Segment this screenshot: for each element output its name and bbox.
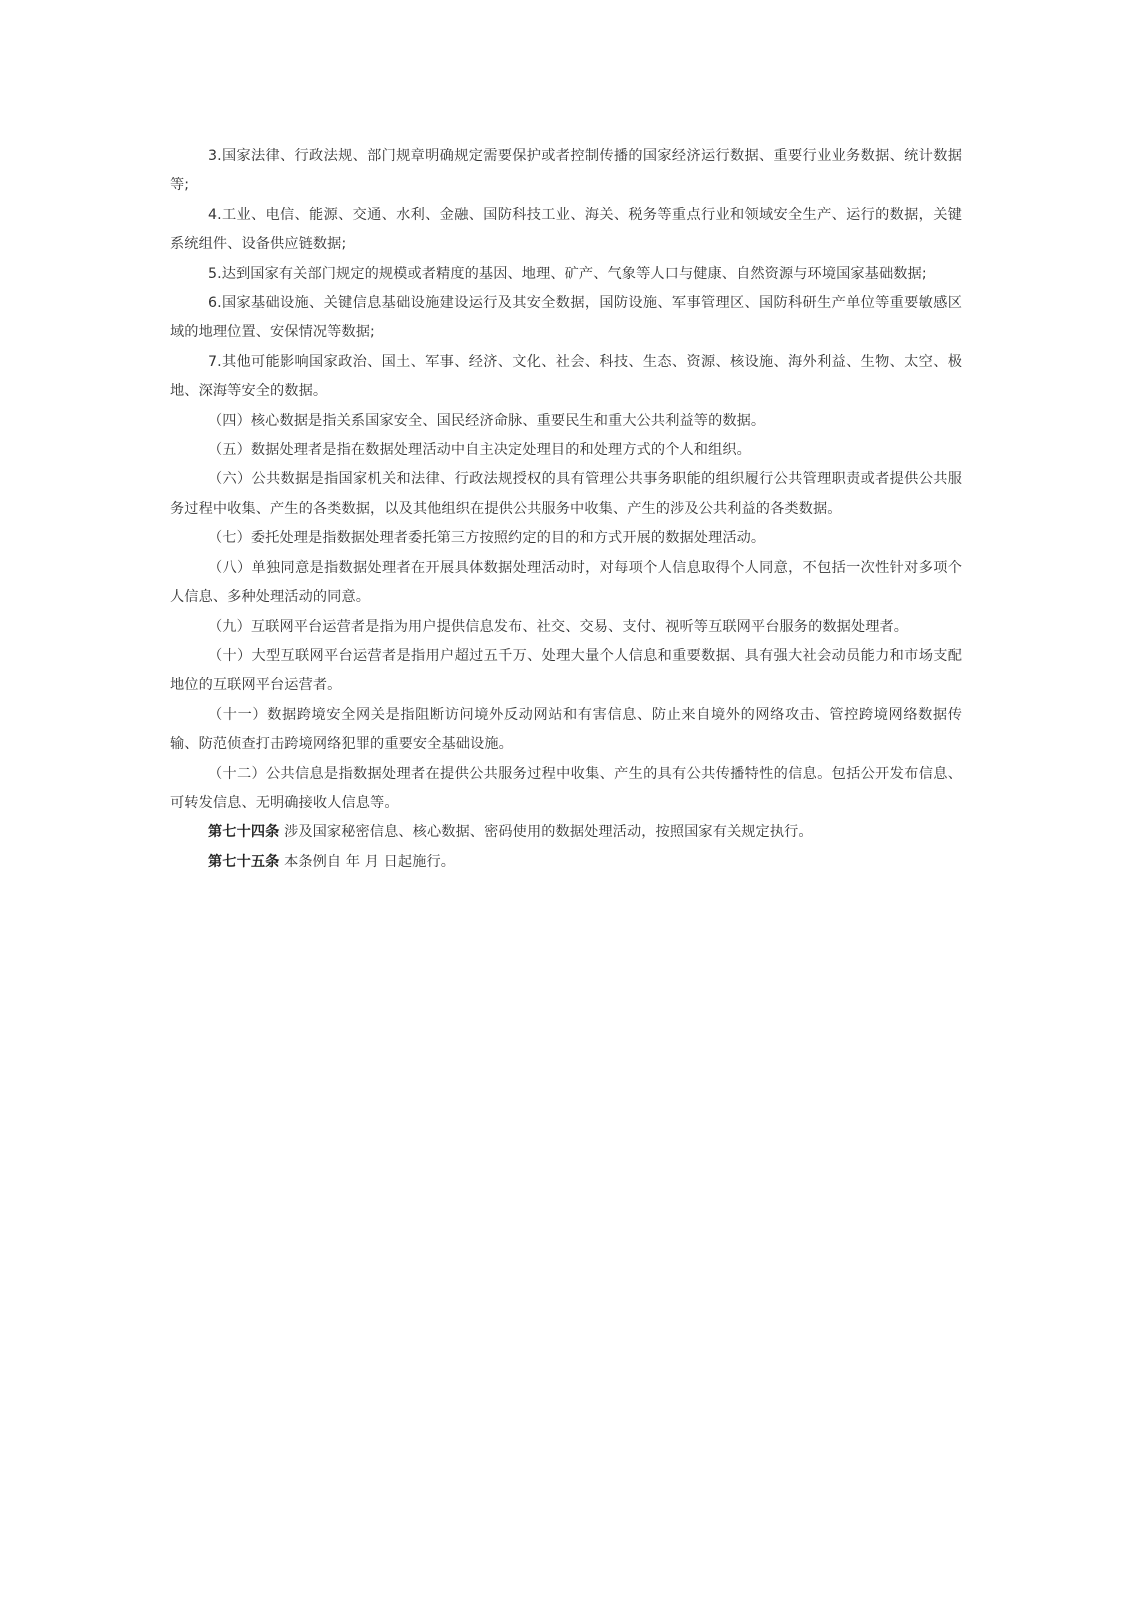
definition-item-5: 5.达到国家有关部门规定的规模或者精度的基因、地理、矿产、气象等人口与健康、自然资源与环境国家基础数据; (208, 265, 927, 282)
document-page (170, 142, 962, 877)
definition-core-data: （四）核心数据是指关系国家安全、国民经济命脉、重要民生和重大公共利益等的数据。 (208, 412, 766, 429)
article-74-label: 第七十四条 (208, 824, 280, 841)
article-75 (170, 848, 962, 877)
definition-item-3: 3.国家法律、行政法规、部门规章明确规定需要保护或者控制传播的国家经济运行数据、重要行业业务数据、统计数据等; (170, 148, 962, 194)
article-74-text: 涉及国家秘密信息、核心数据、密码使用的数据处理活动，按照国家有关规定执行。 (279, 824, 813, 841)
definition-cross-border-gateway: （十一）数据跨境安全网关是指阻断访问境外反动网站和有害信息、防止来自境外的网络攻击、管控跨境网络数据传输、防范侦查打击跨境网络犯罪的重要安全基础设施。 (170, 706, 962, 753)
definition-public-information: （十二）公共信息是指数据处理者在提供公共服务过程中收集、产生的具有公共传播特性的信息。包括公开发布信息、可转发信息、无明确接收人信息等。 (170, 765, 962, 811)
definition-large-platform-operator: （十）大型互联网平台运营者是指用户超过五千万、处理大量个人信息和重要数据、具有强大社会动员能力和市场支配地位的互联网平台运营者。 (170, 647, 962, 694)
definition-item-7: 7.其他可能影响国家政治、国土、军事、经济、文化、社会、科技、生态、资源、核设施、海外利益、生物、太空、极地、深海等安全的数据。 (170, 353, 962, 400)
definition-item-4: 4.工业、电信、能源、交通、水利、金融、国防科技工业、海关、税务等重点行业和领域安全生产、运行的数据，关键系统组件、设备供应链数据; (170, 206, 962, 253)
article-74 (170, 818, 962, 847)
definition-public-data: （六）公共数据是指国家机关和法律、行政法规授权的具有管理公共事务职能的组织履行公共管理职责或者提供公共服务过程中收集、产生的各类数据，以及其他组织在提供公共服务中收集、产生的涉及公共利益的各类数据。 (170, 471, 962, 517)
definition-entrusted-processing: （七）委托处理是指数据处理者委托第三方按照约定的目的和方式开展的数据处理活动。 (208, 530, 766, 547)
definition-separate-consent: （八）单独同意是指数据处理者在开展具体数据处理活动时，对每项个人信息取得个人同意，不包括一次性针对多项个人信息、多种处理活动的同意。 (170, 559, 962, 606)
definition-item-6: 6.国家基础设施、关键信息基础设施建设运行及其安全数据，国防设施、军事管理区、国防科研生产单位等重要敏感区域的地理位置、安保情况等数据; (170, 295, 962, 341)
definition-platform-operator: （九）互联网平台运营者是指为用户提供信息发布、社交、交易、支付、视听等互联网平台服务的数据处理者。 (208, 618, 909, 635)
definition-data-processor: （五）数据处理者是指在数据处理活动中自主决定处理目的和处理方式的个人和组织。 (208, 442, 751, 459)
article-75-text: 本条例自 年 月 日起施行。 (279, 853, 456, 870)
article-75-label: 第七十五条 (208, 853, 280, 870)
